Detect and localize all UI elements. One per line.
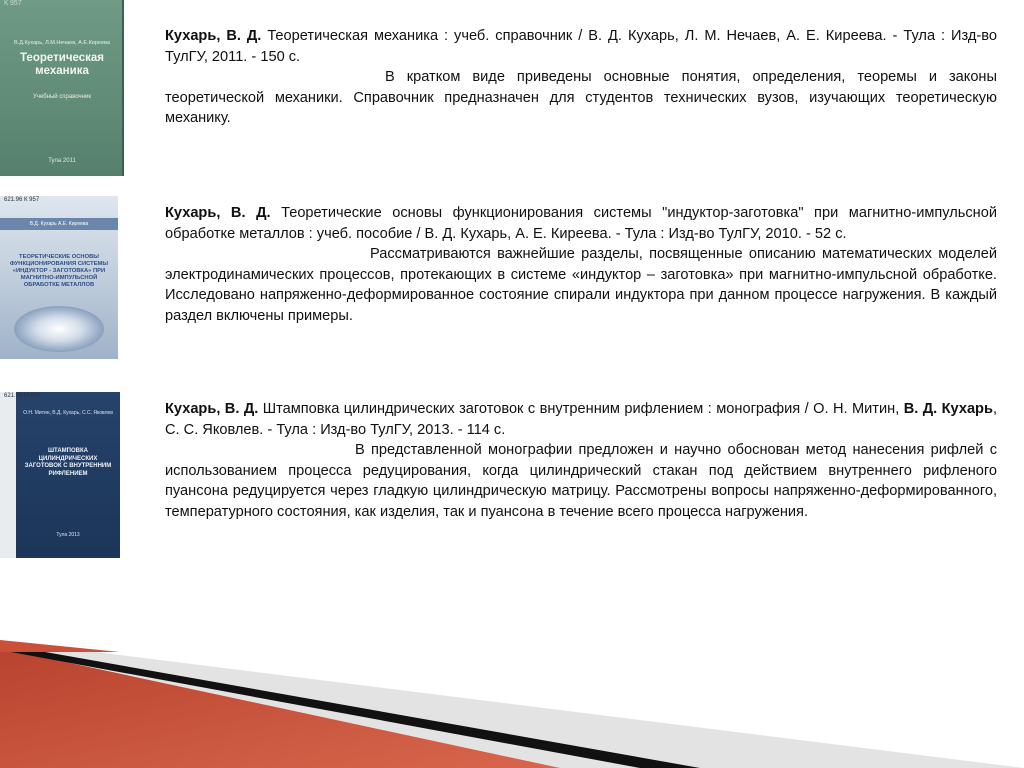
- entry-1-citation: [165, 26, 997, 67]
- decor-red-top: [0, 640, 120, 652]
- entry-3-text: [165, 399, 997, 522]
- library-code: 621.98 М 662: [4, 393, 41, 399]
- entry-1-annotation: В кратком виде приведены основные понятия, определения, теоремы и законы теоретической механики. Справочник предназначен для студентов технических вузов, изучающих теоретическую механику.: [165, 69, 997, 126]
- entry-3-annotation: В представленной монографии предложен и научно обоснован метод нанесения рифлей с использованием процесса редуцирования, когда цилиндрический стакан под действием внутреннего рифленого пуансона редуцируется через гладкую цилиндрическую матрицу. Рассмотрены вопросы напряженно-деформированного, температурного состояния, как изделия, так и пуансона в течение всего процесса нагружения.: [165, 442, 997, 520]
- bottom-decoration: [0, 640, 1024, 768]
- entry-3-citation: [165, 399, 997, 440]
- author-name: Кухарь, В. Д.: [165, 401, 259, 417]
- author-name: Кухарь, В. Д.: [165, 205, 271, 221]
- citation-text-post: , С. С. Яковлев. - Тула : Изд-во ТулГУ, 2013. - 114 с.: [165, 401, 998, 438]
- entry-2-annotation: Рассматриваются важнейшие разделы, посвященные описанию математических моделей электродинамических процессов, протекающих в системе «индуктор – заготовка» при магнитно-импульсной обработке. Исследовано напряженно-деформированное состояние спирали индуктора при данном процессе нагружения. В каждый раздел включены примеры.: [165, 246, 997, 324]
- library-code: 621.96 К 957: [4, 197, 40, 203]
- cover-strip: [0, 392, 16, 558]
- author-name: Кухарь, В. Д.: [165, 28, 262, 44]
- coauthor-name: В. Д. Кухарь: [903, 401, 993, 417]
- citation-text: Теоретическая механика : учеб. справочник / В. Д. Кухарь, Л. М. Нечаев, А. Е. Киреева. - Тула : Изд-во ТулГУ, 2011. - 150 с.: [165, 28, 997, 65]
- library-code: К 957: [4, 0, 22, 7]
- cover-title: Теоретическая механика: [19, 52, 105, 77]
- cover-year: Тула 2013: [56, 532, 80, 538]
- book-cover-1: [0, 0, 124, 176]
- cover-subtitle: Учебный справочник: [33, 94, 91, 100]
- book-cover-3: [0, 392, 120, 558]
- cover-authors: О.Н. Митин, В.Д. Кухарь, С.С. Яковлев: [23, 410, 113, 416]
- cover-title: ШТАМПОВКА ЦИЛИНДРИЧЕСКИХ ЗАГОТОВОК С ВНУТРЕННИМ РИФЛЕНИЕМ: [24, 448, 112, 477]
- cover-authors: В.Д.Кухарь, Л.М.Нечаев, А.Е.Киреева: [14, 40, 110, 46]
- cover-title: ТЕОРЕТИЧЕСКИЕ ОСНОВЫ ФУНКЦИОНИРОВАНИЯ СИСТЕМЫ «ИНДУКТОР - ЗАГОТОВКА» ПРИ МАГНИТНО-ИМПУЛЬСНОЙ ОБРАБОТКЕ МЕТАЛЛОВ: [9, 254, 109, 288]
- citation-text: Теоретические основы функционирования системы "индуктор-заготовка" при магнитно-импульсной обработке металлов : учеб. пособие / В. Д. Кухарь, А. Е. Киреева. - Тула : Изд-во ТулГУ, 2010. - 52 с.: [165, 205, 998, 242]
- cover-authors: В.Д. Кухарь А.Е. Киреева: [29, 221, 89, 227]
- cover-illustration: [14, 306, 104, 352]
- entry-2-citation: [165, 203, 997, 244]
- book-cover-2: [0, 196, 118, 359]
- citation-text-pre: Штамповка цилиндрических заготовок с внутренним рифлением : монография / О. Н. Митин,: [258, 401, 904, 417]
- entry-2-text: [165, 203, 997, 326]
- entry-1-text: [165, 26, 997, 129]
- cover-year: Тула 2011: [48, 158, 76, 164]
